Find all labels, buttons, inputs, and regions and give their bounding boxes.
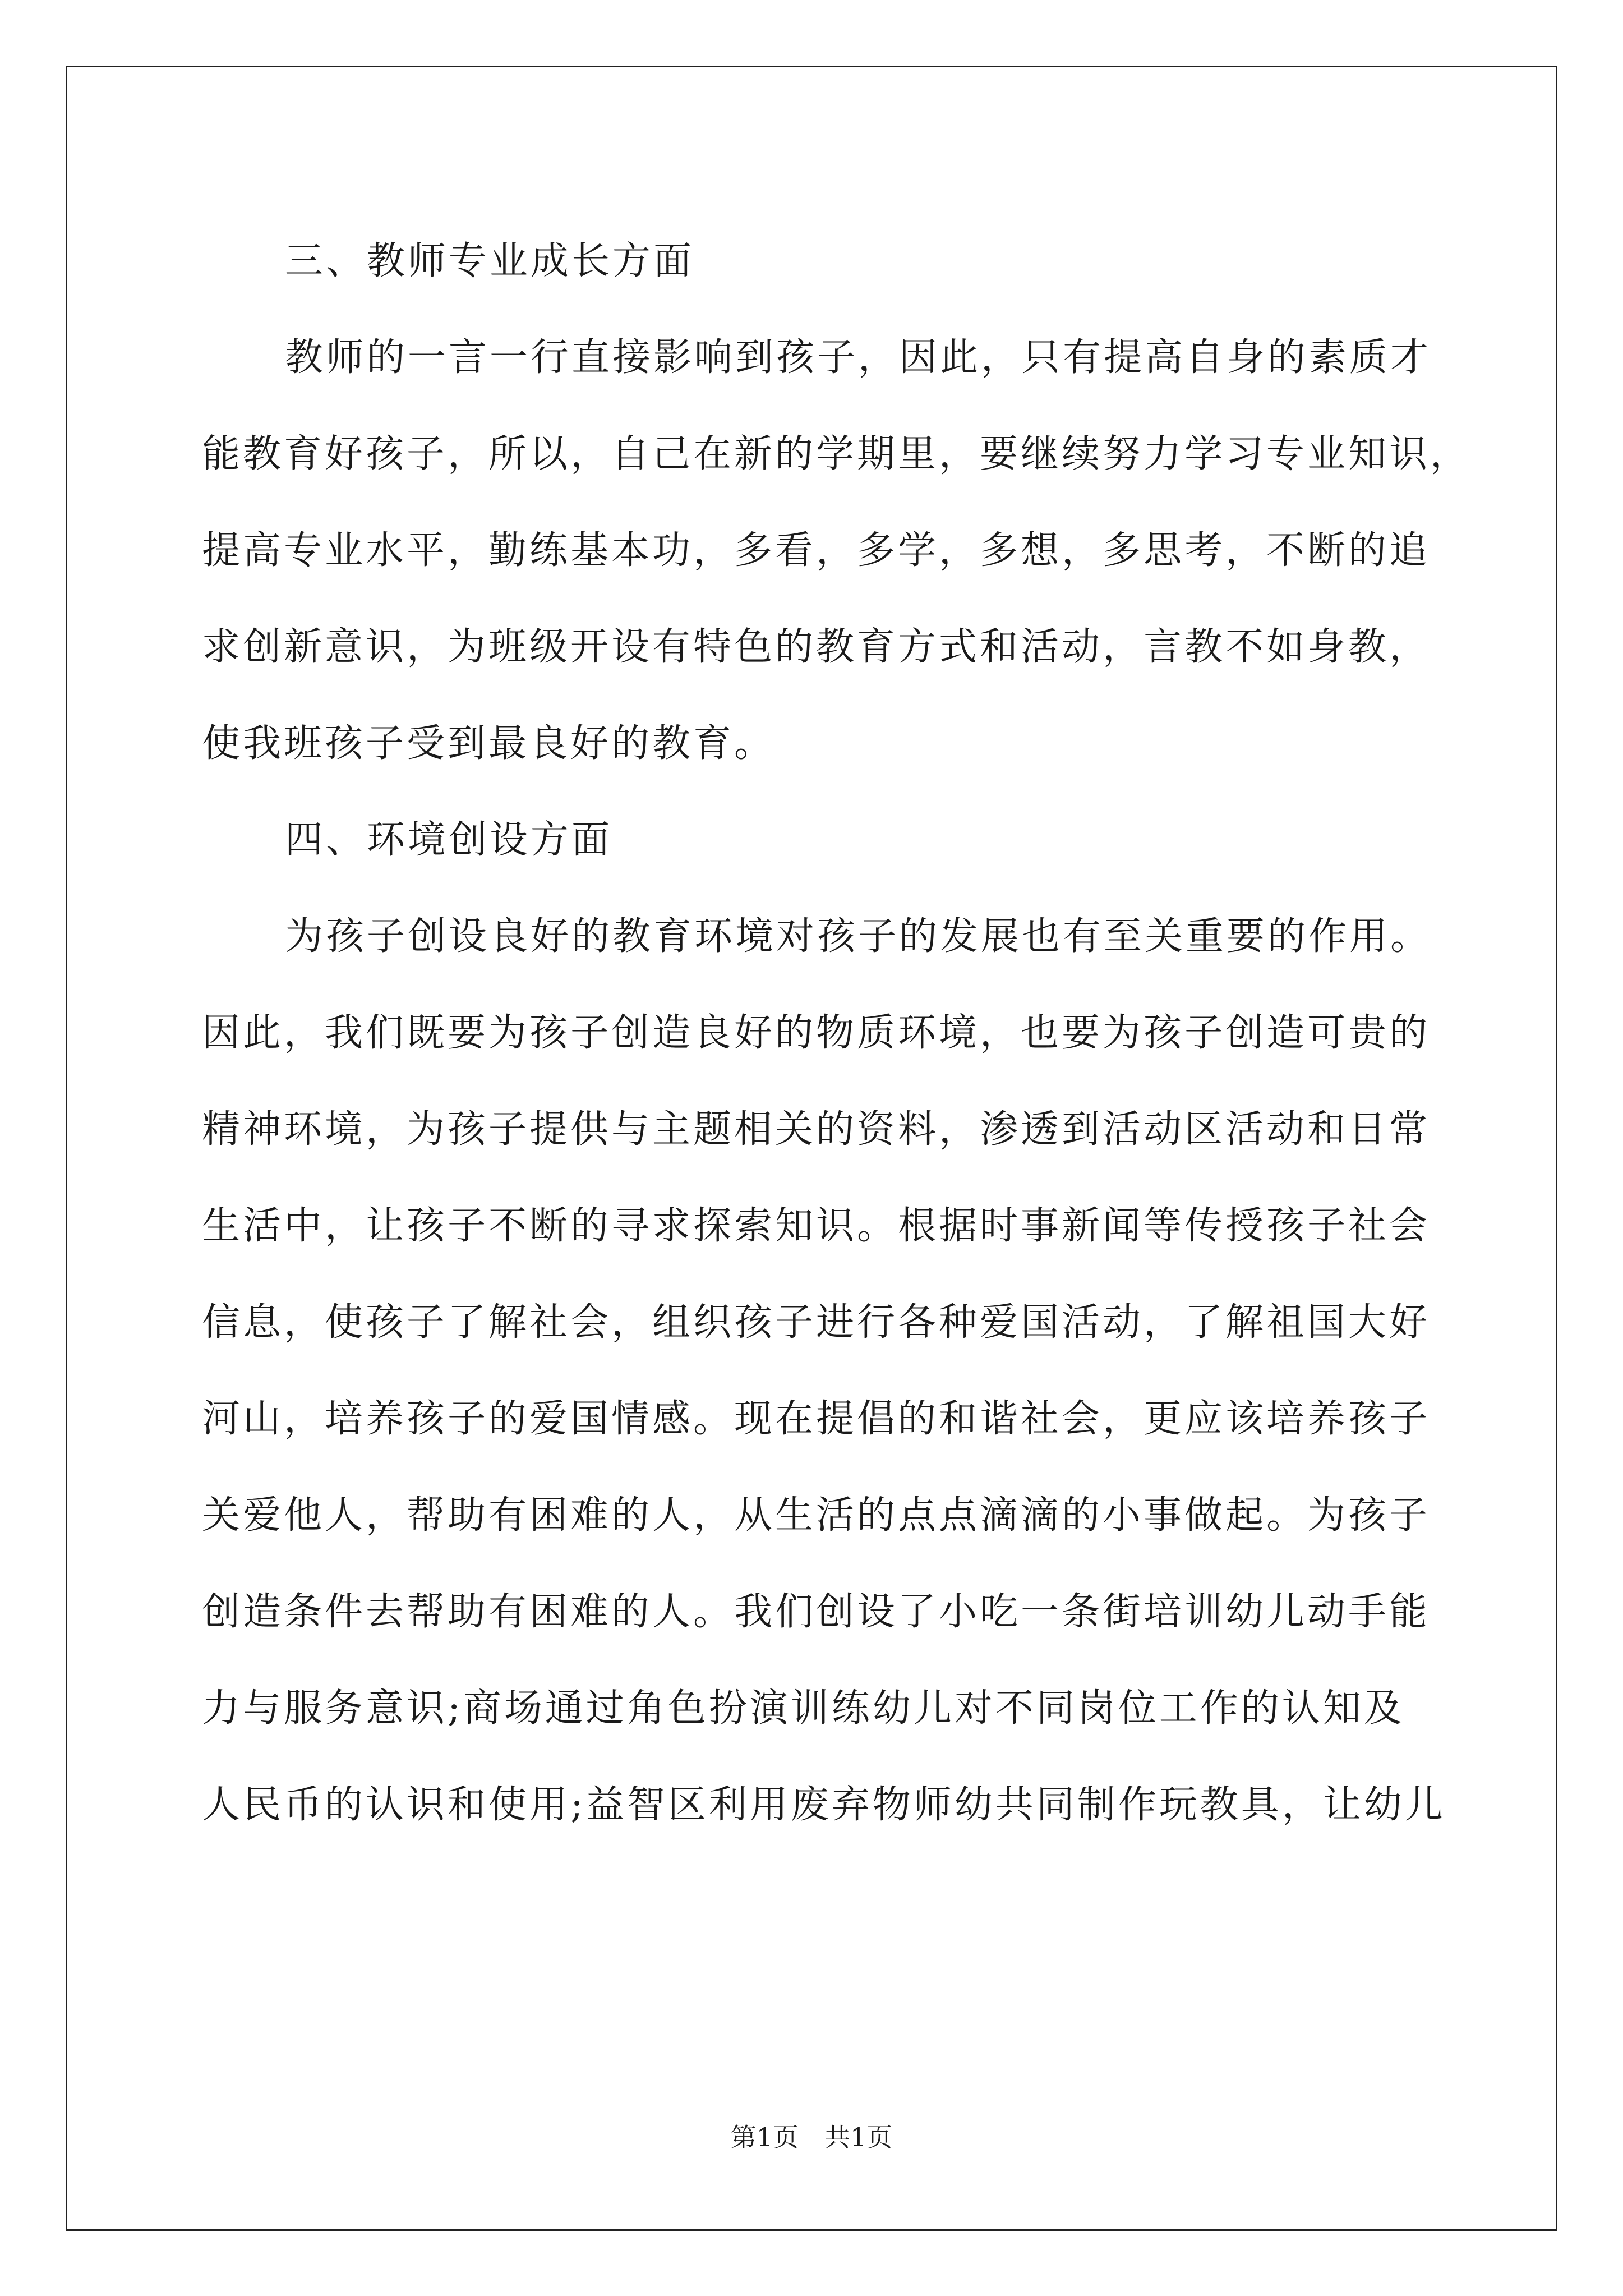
page-number-footer: 第1页 共1页 xyxy=(730,2122,893,2152)
paragraph-line: 信息，使孩子了解社会，组织孩子进行各种爱国活动，了解祖国大好 xyxy=(202,1300,1431,1345)
paragraph-line: 河山，培养孩子的爱国情感。现在提倡的和谐社会，更应该培养孩子 xyxy=(202,1397,1431,1441)
paragraph-line: 精神环境，为孩子提供与主题相关的资料，渗透到活动区活动和日常 xyxy=(202,1107,1431,1152)
paragraph-line: 力与服务意识;商场通过角色扮演训练幼儿对不同岗位工作的认知及 xyxy=(202,1686,1405,1731)
paragraph-line: 教师的一言一行直接影响到孩子，因此，只有提高自身的素质才 xyxy=(285,335,1432,380)
paragraph-line: 求创新意识，为班级开设有特色的教育方式和活动，言教不如身教， xyxy=(202,625,1431,669)
paragraph-line: 能教育好孩子，所以，自己在新的学期里，要继续努力学习专业知识， xyxy=(202,432,1472,476)
paragraph-line: 因此，我们既要为孩子创造良好的物质环境，也要为孩子创造可贵的 xyxy=(202,1011,1431,1055)
paragraph-line: 提高专业水平，勤练基本功，多看，多学，多想，多思考，不断的追 xyxy=(202,528,1431,573)
paragraph-line: 关爱他人，帮助有困难的人，从生活的点点滴滴的小事做起。为孩子 xyxy=(202,1493,1431,1538)
paragraph-line: 人民币的认识和使用;益智区利用废弃物师幼共同制作玩教具，让幼儿 xyxy=(202,1783,1446,1827)
section-heading-teacher-growth: 三、教师专业成长方面 xyxy=(285,239,695,283)
paragraph-line: 为孩子创设良好的教育环境对孩子的发展也有至关重要的作用。 xyxy=(285,914,1432,959)
paragraph-line: 使我班孩子受到最良好的教育。 xyxy=(202,721,776,766)
paragraph-line: 创造条件去帮助有困难的人。我们创设了小吃一条街培训幼儿动手能 xyxy=(202,1590,1431,1634)
paragraph-line: 生活中，让孩子不断的寻求探索知识。根据时事新闻等传授孩子社会 xyxy=(202,1204,1431,1248)
section-heading-environment: 四、环境创设方面 xyxy=(285,818,613,862)
document-body xyxy=(202,213,1472,1853)
